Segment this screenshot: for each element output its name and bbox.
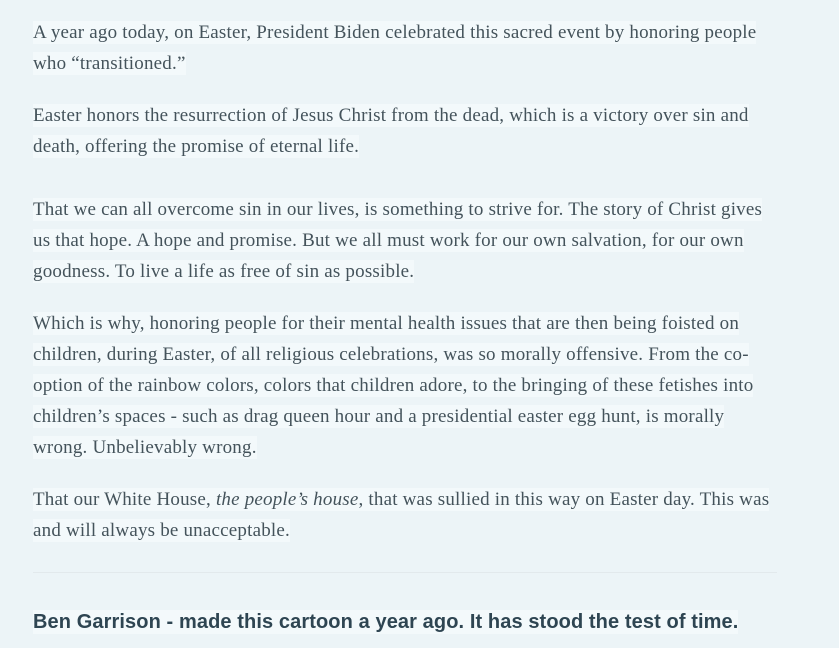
peoples-house-emphasis: the people’s house [215, 489, 359, 510]
white-house-lead-text: That our White House, [33, 489, 216, 510]
paragraph-overcome-sin [33, 194, 777, 287]
paragraph-morally-offensive-text: Which is why, honoring people for their mental health issues that are then being foisted on children, during Easter, of all religious celebrations, was so morally offensive. From the co-option of the rainbow colors, colors that children adore, to the bringing of these fetishes into children’s spaces - such as drag queen hour and a presidential easter egg hunt, is morally wrong. Unbelievably wrong. [33, 313, 754, 458]
paragraph-easter-meaning-text: Easter honors the resurrection of Jesus Christ from the dead, which is a victory over sin and death, offering the promise of eternal life. [33, 105, 749, 157]
paragraph-biden-easter [33, 17, 777, 79]
white-house-tail-text: , that was sullied in this way on Easter day. This was and will always be unacceptable. [33, 489, 770, 541]
paragraph-easter-meaning [33, 100, 777, 162]
paragraph-biden-easter-text: A year ago today, on Easter, President Biden celebrated this sacred event by honoring people who “transitioned.” [33, 22, 757, 74]
paragraph-white-house [33, 484, 777, 546]
cartoon-caption-heading [33, 607, 777, 637]
paragraph-white-house-text [33, 488, 769, 542]
section-divider [33, 572, 777, 573]
paragraph-overcome-sin-text: That we can all overcome sin in our lives, is something to strive for. The story of Christ gives us that hope. A hope and promise. But we all must work for our own salvation, for our own goodness. To live a life as free of sin as possible. [33, 199, 763, 282]
paragraph-morally-offensive [33, 308, 777, 463]
article-body [33, 17, 777, 637]
cartoon-caption-heading-text: Ben Garrison - made this cartoon a year ago. It has stood the test of time. [33, 611, 739, 633]
